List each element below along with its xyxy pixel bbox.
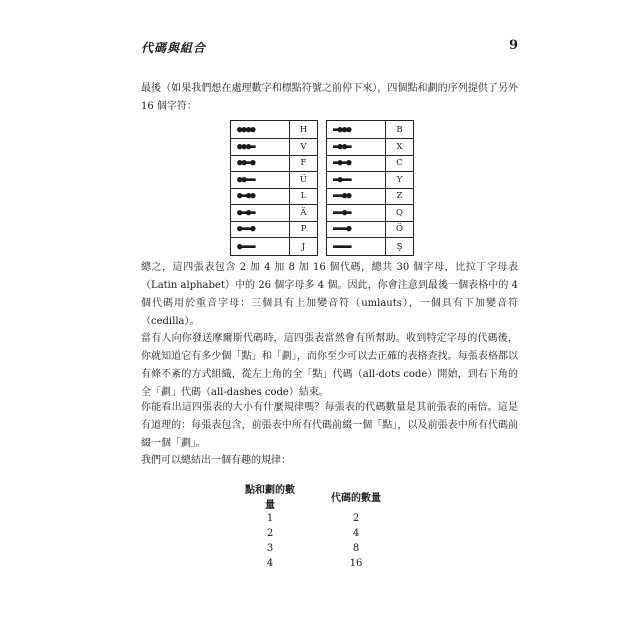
morse-letter: Q [386, 205, 414, 222]
running-header-title: 代碼與組合 [141, 41, 207, 55]
morse-letter: Ü [290, 172, 318, 189]
count-table-row [241, 556, 381, 571]
morse-table-right [326, 120, 414, 256]
morse-letter: Ä [290, 205, 318, 222]
morse-letter: L [290, 188, 318, 205]
count-gap-cell [299, 541, 331, 556]
morse-row [327, 155, 414, 172]
count-dots-dashes-value: 4 [266, 558, 274, 569]
morse-row [327, 188, 414, 205]
morse-letter: P [290, 221, 318, 238]
morse-row [231, 155, 318, 172]
morse-code: ▬▬▬● [327, 221, 386, 238]
count-table-row [241, 541, 381, 556]
morse-code: ●●●▬ [231, 139, 290, 156]
morse-code: ▬▬●▬ [327, 205, 386, 222]
morse-row [231, 139, 318, 156]
morse-row [231, 172, 318, 189]
paragraph-pattern: 你能看出這四張表的大小有什麼規律嗎？每張表的代碼數量是其前張表的兩倍。這是有道理的：每張表包含，前張表中所有代碼前綴一個「點」，以及前張表中所有代碼前綴一個「劃」。 [141, 402, 518, 449]
morse-code: ●●●● [231, 121, 290, 139]
count-gap-cell [299, 526, 331, 541]
count-gap-cell [299, 556, 331, 571]
morse-code: ▬▬▬▬ [327, 238, 386, 256]
count-dots-dashes-value: 3 [266, 543, 274, 554]
paragraph-summary: 總之，這四張表包含 2 加 4 加 8 加 16 個代碼，總共 30 個字母，比拉丁字母表（Latin alphabet）中的 26 個字母多 4 個。因此，你會注意到最後一個表格中的 4 個代碼用於重音字母：三個具有上加變音符（umlauts），一個具有下加變音符（cedilla）。 [141, 262, 518, 327]
morse-code: ●▬▬● [231, 221, 290, 238]
morse-letter: V [290, 139, 318, 156]
morse-row [327, 205, 414, 222]
morse-code: ▬●●▬ [327, 139, 386, 156]
count-codes-value: 2 [352, 513, 360, 524]
count-header-dots-dashes: 點和劃的數量 [245, 485, 295, 511]
count-table [241, 481, 381, 571]
paragraph-rule-intro: 我們可以總結出一個有趣的規律： [141, 455, 291, 466]
morse-row [231, 121, 318, 139]
count-codes-value: 16 [349, 558, 363, 569]
morse-row [327, 172, 414, 189]
morse-row [231, 238, 318, 256]
count-header-codes: 代碼的數量 [331, 492, 381, 504]
morse-row [327, 121, 414, 139]
morse-row [327, 221, 414, 238]
page-number: 9 [508, 38, 518, 53]
morse-letter: Z [386, 188, 414, 205]
morse-code: ●▬●● [231, 188, 290, 205]
morse-letter: B [386, 121, 414, 139]
morse-letter: Ö [386, 221, 414, 238]
morse-code: ▬▬●● [327, 188, 386, 205]
morse-row [327, 238, 414, 256]
morse-row [231, 205, 318, 222]
count-dots-dashes-value: 1 [266, 513, 274, 524]
morse-code: ▬●●● [327, 121, 386, 139]
morse-code: ●●▬▬ [231, 172, 290, 189]
count-table-row [241, 526, 381, 541]
morse-letter: H [290, 121, 318, 139]
count-table-row [241, 511, 381, 526]
morse-code: ●●▬● [231, 155, 290, 172]
morse-letter: J [290, 238, 318, 256]
count-codes-value: 4 [352, 528, 360, 539]
count-header-gap [299, 481, 331, 511]
morse-table-left [230, 120, 318, 256]
count-codes-value: 8 [352, 543, 360, 554]
morse-row [231, 188, 318, 205]
morse-letter: X [386, 139, 414, 156]
morse-row [231, 221, 318, 238]
count-gap-cell [299, 511, 331, 526]
paragraph-intro: 最後（如果我們想在處理數字和標點符號之前停下來），四個點和劃的序列提供了另外 16 個字符： [141, 83, 518, 112]
paragraph-lookup: 當有人向你發送摩爾斯代碼時，這四張表當然會有所幫助。收到特定字母的代碼後，你就知道它有多少個「點」和「劃」，而你至少可以去正確的表格查找。每張表格都以有條不紊的方式組織，從左上角的全「點」代碼（all-dots code）開始，到右下角的全「劃」代碼（all-dashes code）結束。 [141, 333, 518, 398]
morse-code: ▬●▬▬ [327, 172, 386, 189]
morse-letter: C [386, 155, 414, 172]
count-table-header-row [241, 481, 381, 511]
morse-code: ▬●▬● [327, 155, 386, 172]
count-dots-dashes-value: 2 [266, 528, 274, 539]
morse-row [327, 139, 414, 156]
morse-letter: Y [386, 172, 414, 189]
morse-code: ●▬▬▬ [231, 238, 290, 256]
morse-letter: F [290, 155, 318, 172]
morse-letter: Ş [386, 238, 414, 256]
morse-code: ●▬●▬ [231, 205, 290, 222]
